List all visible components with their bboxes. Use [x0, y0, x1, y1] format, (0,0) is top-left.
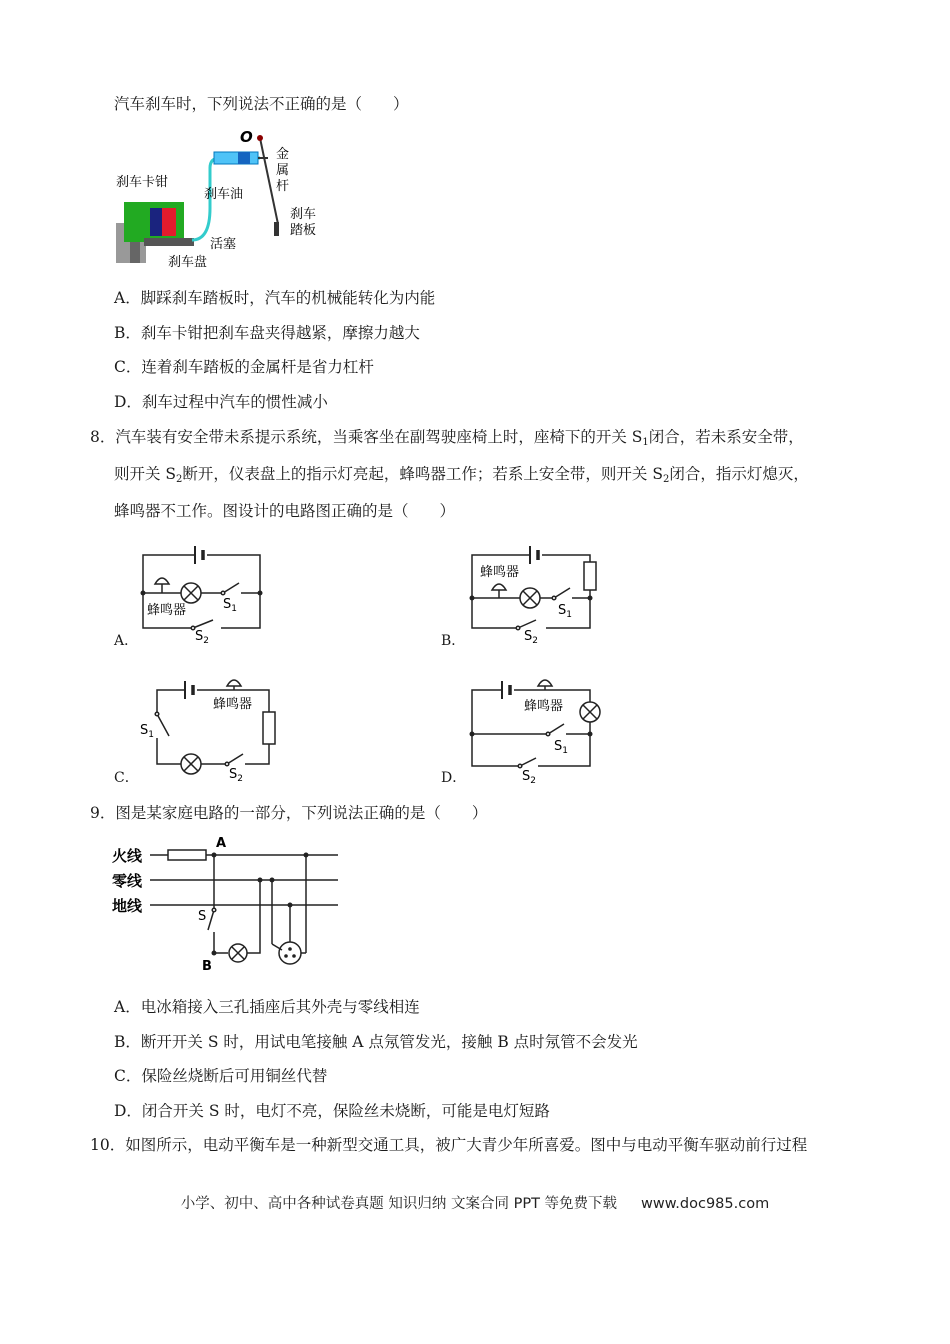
svg-text:S2: $S_2$ [524, 629, 538, 645]
label-metal-rod-3: 杆 [276, 179, 290, 194]
circuit-c-buzzer-label: 蜂鸣器 [213, 697, 253, 712]
q8-label-c[interactable]: C． [114, 770, 139, 786]
label-metal-rod-2: 属 [276, 163, 290, 178]
pivot-o-icon [257, 135, 263, 141]
circuit-a-figure [135, 540, 270, 645]
q7-option-d[interactable]: D．刹车过程中汽车的惯性减小 [114, 393, 328, 411]
circuit-a-buzzer-label: 蜂鸣器 [147, 603, 187, 618]
brake-pedal-icon [274, 222, 279, 236]
q7-option-b[interactable]: B．刹车卡钳把刹车盘夹得越紧，摩擦力越大 [114, 324, 420, 342]
socket-icon [279, 942, 301, 964]
label-caliper: 刹车卡钳 [116, 175, 169, 190]
label-switch-s: S [198, 909, 207, 924]
master-cylinder-icon [214, 152, 258, 164]
q9-option-d[interactable]: D．闭合开关 S 时，电灯不亮，保险丝未烧断，可能是电灯短路 [114, 1102, 550, 1120]
q8-label-b[interactable]: B． [441, 633, 466, 649]
label-o: O [240, 128, 253, 146]
label-pedal-2: 踏板 [290, 223, 317, 238]
svg-text:S2: $S_2$ [229, 767, 243, 784]
circuit-d-figure [462, 674, 612, 784]
label-neutral: 零线 [112, 872, 143, 890]
label-pedal-1: 刹车 [290, 207, 317, 222]
q9-option-b[interactable]: B．断开开关 S 时，用试电笔接触 A 点氖管发光，接触 B 点时氖管不会发光 [114, 1033, 638, 1051]
label-brake-oil: 刹车油 [204, 187, 244, 202]
circuit-d-buzzer-label: 蜂鸣器 [524, 699, 564, 714]
q9-option-c[interactable]: C．保险丝烧断后可用铜丝代替 [114, 1067, 328, 1085]
q8-stem-line1: 8．汽车装有安全带未系提示系统，当乘客坐在副驾驶座椅上时，座椅下的开关 $S_1$闭合，若未系安全带， [90, 428, 804, 448]
footer-site-link[interactable]: www.doc985.com [641, 1196, 770, 1212]
q9-stem: 9．图是某家庭电路的一部分，下列说法正确的是（ ） [90, 804, 488, 822]
q8-stem-line2: 则开关 $S_2$断开，仪表盘上的指示灯亮起，蜂鸣器工作；若系上安全带，则开关 $S_2$闭合，指示灯熄灭， [114, 465, 809, 485]
svg-text:S1: $S_1$ [554, 739, 568, 756]
label-metal-rod-1: 金 [276, 147, 290, 162]
household-circuit-figure [110, 832, 345, 977]
footer-text: 小学、初中、高中各种试卷真题 知识归纳 文案合同 PPT 等免费下载 [180, 1196, 618, 1212]
brake-system-figure [110, 128, 330, 273]
circuit-b-figure [462, 540, 607, 645]
q7-stem: 汽车刹车时，下列说法不正确的是（ ） [114, 95, 409, 113]
circuit-b-buzzer-label: 蜂鸣器 [480, 565, 520, 580]
label-live: 火线 [112, 847, 143, 865]
label-piston: 活塞 [210, 237, 237, 252]
svg-text:S1: $S_1$ [558, 603, 572, 620]
q7-option-c[interactable]: C．连着刹车踏板的金属杆是省力杠杆 [114, 358, 374, 376]
q8-stem-line3: 蜂鸣器不工作。图设计的电路图正确的是（ ） [114, 502, 456, 520]
label-ground: 地线 [112, 897, 143, 915]
label-point-b: B [202, 959, 212, 974]
q8-label-d[interactable]: D． [441, 770, 467, 786]
svg-text:S1: $S_1$ [140, 723, 154, 740]
page-footer [0, 1192, 950, 1213]
q8-label-a[interactable]: A． [114, 633, 139, 649]
svg-text:S1: $S_1$ [223, 597, 237, 614]
label-disc: 刹车盘 [168, 255, 208, 270]
svg-text:S2: $S_2$ [195, 629, 209, 645]
q9-option-a[interactable]: A．电冰箱接入三孔插座后其外壳与零线相连 [114, 998, 420, 1016]
q7-option-a[interactable]: A．脚踩刹车踏板时，汽车的机械能转化为内能 [114, 289, 436, 307]
label-point-a: A [216, 836, 227, 851]
circuit-c-figure [135, 674, 285, 784]
q10-stem: 10．如图所示，电动平衡车是一种新型交通工具，被广大青少年所喜爱。图中与电动平衡车驱动前行过程 [90, 1136, 808, 1154]
svg-text:S2: $S_2$ [522, 769, 536, 784]
fuse-icon [168, 850, 206, 860]
